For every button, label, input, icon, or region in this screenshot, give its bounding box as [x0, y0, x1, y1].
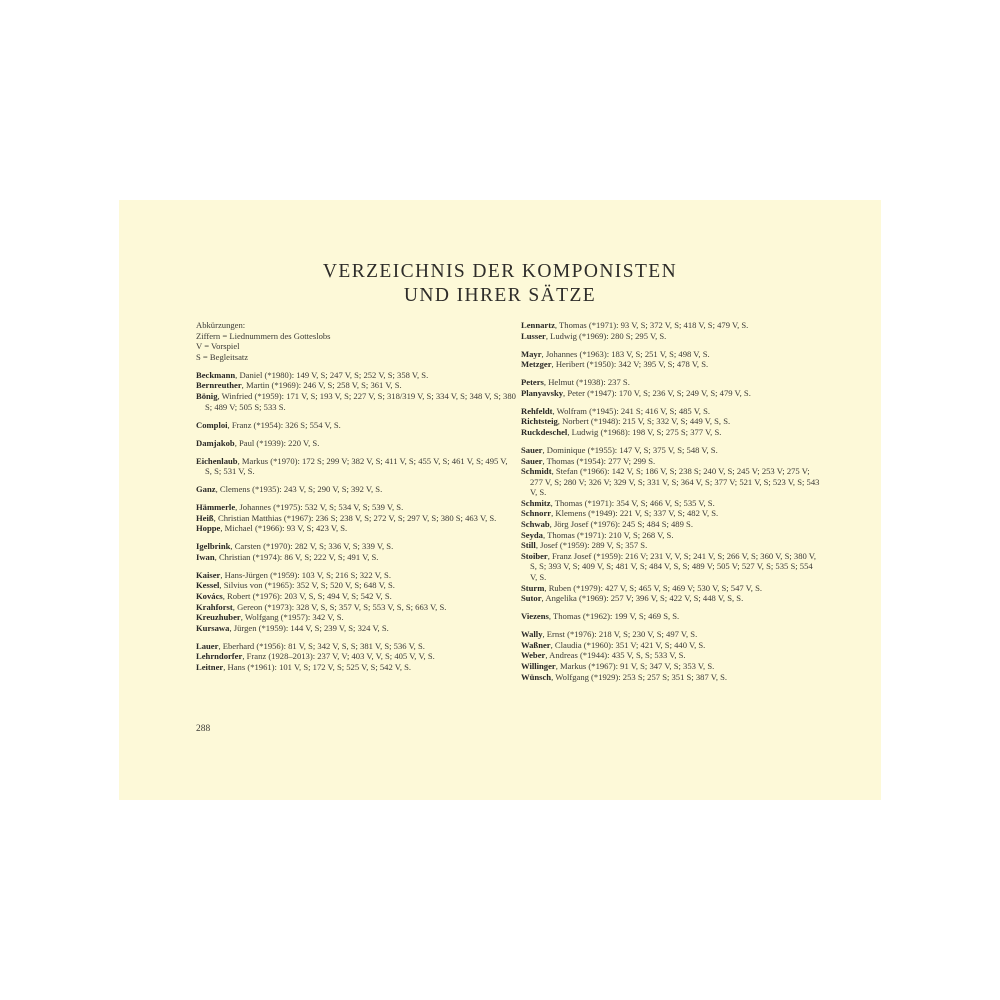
composer-entry — [521, 388, 821, 399]
composer-details: , Ludwig (*1968): 198 V, S; 275 S; 377 V, S. — [567, 426, 722, 437]
composer-entry — [196, 420, 516, 431]
letter-group — [521, 629, 821, 682]
composer-details: , Wolfgang (*1929): 253 S; 257 S; 351 S; 387 V, S. — [551, 671, 728, 682]
composer-details: , Ludwig (*1969): 280 S; 295 V, S. — [545, 330, 667, 341]
composer-surname: Bernreuther — [196, 380, 242, 391]
composer-entry — [196, 523, 516, 534]
composer-details: , Thomas (*1954): 277 V; 299 S. — [542, 455, 656, 466]
composer-surname: Schmitz — [521, 497, 551, 508]
left-column — [196, 320, 516, 673]
composer-entry — [196, 541, 516, 552]
composer-details: , Hans (*1961): 101 V, S; 172 V, S; 525 V, S; 542 V, S. — [223, 661, 412, 672]
letter-group — [196, 456, 516, 477]
composer-details: , Robert (*1976): 203 V, S, S; 494 V, S; 542 V, S. — [222, 591, 392, 601]
letter-group — [196, 370, 516, 412]
composer-details: , Ruben (*1979): 427 V, S; 465 V, S; 469 V; 530 V, S; 547 V, S. — [544, 582, 763, 593]
composer-entry — [521, 331, 821, 342]
composer-entry — [196, 380, 516, 391]
abbreviation-item: Ziffern = Liednummern des Gotteslobs — [196, 330, 331, 341]
composer-details: , Christian (*1974): 86 V, S; 222 V, S; 491 V, S. — [214, 551, 379, 562]
composer-surname: Mayr — [521, 348, 542, 359]
composer-surname: Schnorr — [521, 508, 552, 519]
composer-surname: Comploi — [196, 419, 228, 430]
composer-details: , Eberhard (*1956): 81 V, S; 342 V, S, S; 381 V, S; 536 V, S. — [218, 640, 425, 651]
right-column — [521, 320, 821, 682]
composer-surname: Lennartz — [521, 320, 555, 330]
composer-entry — [521, 427, 821, 438]
composer-entry — [196, 623, 516, 634]
composer-surname: Metzger — [521, 359, 552, 370]
composer-details: , Gereon (*1973): 328 V, S, S; 357 V, S; 553 V, S, S; 663 V, S. — [232, 601, 447, 612]
composer-entry — [521, 466, 821, 498]
composer-entry — [196, 391, 516, 412]
composer-details: , Jörg Josef (*1976): 245 S; 484 S; 489 S. — [549, 519, 693, 530]
abbreviations-heading: Abkürzungen: — [196, 320, 246, 330]
composer-surname: Iwan — [196, 551, 215, 562]
composer-surname: Lauer — [196, 640, 219, 651]
composer-entry — [521, 583, 821, 594]
composer-details: , Stefan (*1966): 142 V, S; 186 V, S; 238 S; 240 V, S; 245 V; 253 V; 275 V; 277 V, S; 280 V; 326 V; 329 V, S; 331 V, S; 364 V, S; 377 V; 521 V, S; 523 V, S; 543 V, S. — [530, 466, 820, 498]
composer-details: , Johannes (*1963): 183 V, S; 251 V, S; 498 V, S. — [541, 348, 710, 359]
composer-surname: Wally — [521, 629, 543, 640]
letter-group — [196, 541, 516, 562]
composer-entry — [521, 530, 821, 541]
letter-group — [196, 502, 516, 534]
composer-entry — [196, 602, 516, 613]
composer-entry — [521, 593, 821, 604]
composer-surname: Willinger — [521, 660, 556, 671]
letter-group — [521, 349, 821, 370]
page-number: 288 — [196, 724, 211, 734]
composer-list-right — [521, 320, 821, 682]
composer-entry — [196, 662, 516, 673]
composer-surname: Weber — [521, 650, 546, 661]
composer-surname: Lehrndorfer — [196, 651, 243, 662]
composer-entry — [196, 570, 516, 581]
composer-details: , Thomas (*1971): 354 V, S; 466 V, S; 535 V, S. — [550, 497, 715, 508]
composer-details: , Ernst (*1976): 218 V, S; 230 V, S; 497 V, S. — [542, 629, 698, 640]
composer-entry — [521, 661, 821, 672]
composer-surname: Viezens — [521, 611, 549, 622]
composer-entry — [196, 502, 516, 513]
composer-entry — [521, 629, 821, 640]
composer-surname: Kaiser — [196, 569, 221, 580]
composer-surname: Damjakob — [196, 437, 235, 448]
composer-surname: Kursawa — [196, 622, 230, 633]
composer-surname: Hoppe — [196, 523, 221, 534]
composer-surname: Peters — [521, 377, 544, 388]
composer-surname: Lusser — [521, 330, 546, 341]
composer-entry — [196, 641, 516, 652]
composer-surname: Seyda — [521, 529, 543, 540]
composer-surname: Ganz — [196, 484, 216, 495]
composer-details: , Peter (*1947): 170 V, S; 236 V, S; 249 V, S; 479 V, S. — [563, 387, 751, 398]
composer-details: , Andreas (*1944): 435 V, S, S; 533 V, S. — [545, 650, 686, 661]
letter-group — [196, 570, 516, 634]
composer-entry — [521, 445, 821, 456]
composer-details: , Norbert (*1948): 215 V, S; 332 V, S; 449 V, S, S. — [557, 416, 731, 427]
composer-surname: Krahforst — [196, 601, 233, 612]
composer-entry — [196, 591, 516, 602]
composer-entry — [521, 508, 821, 519]
composer-details: , Martin (*1969): 246 V, S; 258 V, S; 361 V, S. — [241, 380, 402, 391]
composer-surname: Ruckdeschel — [521, 426, 568, 437]
composer-entry — [196, 456, 516, 477]
composer-surname: Still — [521, 540, 536, 551]
letter-group — [521, 445, 821, 604]
abbreviation-item: V = Vorspiel — [196, 341, 240, 352]
composer-entry — [196, 484, 516, 495]
composer-details: , Jürgen (*1959): 144 V, S; 239 V, S; 324 V, S. — [229, 622, 389, 633]
composer-surname: Sturm — [521, 582, 545, 593]
composer-details: , Markus (*1970): 172 S; 299 V; 382 V, S; 411 V, S; 455 V, S; 461 V, S; 495 V, S, S; 531 V, S. — [205, 455, 508, 477]
composer-entry — [521, 611, 821, 622]
composer-surname: Kreuzhuber — [196, 612, 241, 623]
composer-details: , Wolfram (*1945): 241 S; 416 V, S; 485 V, S. — [552, 405, 711, 416]
composer-entry — [521, 551, 821, 583]
abbreviation-item: S = Begleitsatz — [196, 351, 249, 362]
composer-details: , Wolfgang (*1957): 342 V, S. — [240, 612, 344, 623]
composer-surname: Schwab — [521, 519, 550, 530]
composer-details: , Angelika (*1969): 257 V; 396 V, S; 422 V, S; 448 V, S, S. — [541, 593, 744, 604]
composer-surname: Heiß — [196, 512, 214, 523]
composer-entry — [521, 456, 821, 467]
letter-group — [196, 484, 516, 495]
composer-details: , Winfried (*1959): 171 V, S; 193 V, S; 227 V, S; 318/319 V, S; 334 V, S; 348 V, S; 380 S; 489 V; 505 S; 533 S. — [205, 390, 516, 412]
composer-details: , Klemens (*1949): 221 V, S; 337 V, S; 482 V, S. — [551, 508, 719, 519]
composer-details: , Josef (*1959): 289 V, S; 357 S. — [535, 540, 648, 551]
letter-group — [196, 420, 516, 431]
composer-details: , Thomas (*1971): 93 V, S; 372 V, S; 418 V, S; 479 V, S. — [554, 320, 749, 330]
composer-entry — [196, 612, 516, 623]
composer-details: , Franz (*1954): 326 S; 554 V, S. — [227, 419, 341, 430]
composer-surname: Stoiber — [521, 550, 548, 561]
composer-surname: Schmidt — [521, 466, 552, 477]
composer-entry — [196, 651, 516, 662]
composer-details: , Markus (*1967): 91 V, S; 347 V, S; 353 V, S. — [555, 660, 715, 671]
composer-details: , Johannes (*1975): 532 V, S; 534 V, S; 539 V, S. — [235, 502, 404, 513]
composer-details: , Franz Josef (*1959): 216 V; 231 V, V, S; 241 V, S; 266 V, S; 360 V, S; 380 V, S, S; 393 V, S; 409 V, S; 481 V, S; 484 V, S, S; 489 V; 505 V; 527 V, S; 535 S; 554 V, S. — [530, 550, 817, 583]
composer-details: , Daniel (*1980): 149 V, S; 247 V, S; 252 V, S; 358 V, S. — [235, 369, 429, 380]
composer-entry — [521, 498, 821, 509]
composer-surname: Sauer — [521, 444, 543, 455]
composer-entry — [521, 519, 821, 530]
composer-surname: Sutor — [521, 593, 542, 604]
composer-details: , Thomas (*1962): 199 V, S; 469 S, S. — [548, 611, 680, 622]
composer-details: , Heribert (*1950): 342 V; 395 V, S; 478 V, S. — [551, 359, 709, 370]
composer-details: , Claudia (*1960): 351 V; 421 V, S; 440 V, S. — [550, 639, 706, 650]
letter-group — [521, 377, 821, 398]
composer-entry — [521, 349, 821, 360]
composer-entry — [521, 359, 821, 370]
letter-group — [196, 438, 516, 449]
composer-entry — [196, 438, 516, 449]
composer-surname: Planyavsky — [521, 387, 564, 398]
composer-surname: Eichenlaub — [196, 455, 238, 466]
composer-entry — [521, 406, 821, 417]
composer-details: , Franz (1928–2013): 237 V, V; 403 V, V, S; 405 V, V, S. — [242, 651, 435, 662]
composer-details: , Michael (*1966): 93 V, S; 423 V, S. — [220, 523, 348, 534]
book-page — [119, 200, 881, 800]
composer-details: , Christian Matthias (*1967): 236 S; 238 V, S; 272 V, S; 297 V, S; 380 S; 463 V, S. — [213, 512, 497, 523]
composer-details: , Silvius von (*1965): 352 V, S; 520 V, S; 648 V, S. — [219, 580, 395, 591]
title-line-1: VERZEICHNIS DER KOMPONISTEN — [322, 261, 678, 282]
composer-entry — [196, 580, 516, 591]
composer-details: , Paul (*1939): 220 V, S. — [234, 437, 320, 448]
composer-details: , Carsten (*1970): 282 V, S; 336 V, S; 339 V, S. — [230, 541, 394, 552]
composer-surname: Sauer — [521, 455, 543, 466]
composer-surname: Leitner — [196, 661, 224, 672]
composer-surname: Igelbrink — [196, 541, 231, 552]
composer-details: , Thomas (*1971): 210 V, S; 268 V, S. — [542, 529, 674, 540]
composer-entry — [521, 416, 821, 427]
composer-entry — [521, 650, 821, 661]
composer-surname: Beckmann — [196, 369, 236, 380]
composer-surname: Waßner — [521, 639, 551, 650]
letter-group — [521, 320, 821, 341]
composer-surname: Kessel — [196, 580, 220, 591]
composer-details: , Helmut (*1938): 237 S. — [543, 377, 630, 388]
composer-entry — [521, 377, 821, 388]
composer-list-left — [196, 370, 516, 673]
letter-group — [521, 406, 821, 438]
composer-surname: Bönig — [196, 390, 218, 401]
composer-surname: Rehfeldt — [521, 405, 553, 416]
composer-entry — [196, 370, 516, 381]
composer-entry — [521, 540, 821, 551]
composer-details: , Clemens (*1935): 243 V, S; 290 V, S; 392 V, S. — [215, 484, 383, 495]
composer-entry — [196, 513, 516, 524]
letter-group — [521, 611, 821, 622]
letter-group — [196, 641, 516, 673]
composer-details: , Hans-Jürgen (*1959): 103 V, S; 216 S; 322 V, S. — [220, 569, 391, 580]
page-title — [119, 260, 881, 308]
composer-entry — [196, 552, 516, 563]
composer-entry — [521, 672, 821, 683]
composer-surname: Wünsch — [521, 671, 552, 682]
composer-entry — [521, 320, 821, 331]
composer-surname: Richtsteig — [521, 416, 558, 427]
composer-entry — [521, 640, 821, 651]
abbreviations-legend — [196, 320, 516, 362]
composer-surname: Kovács — [196, 591, 223, 601]
composer-details: , Dominique (*1955): 147 V, S; 375 V, S; 548 V, S. — [542, 444, 718, 455]
title-line-2: UND IHRER SÄTZE — [403, 285, 597, 306]
composer-surname: Hämmerle — [196, 502, 236, 513]
